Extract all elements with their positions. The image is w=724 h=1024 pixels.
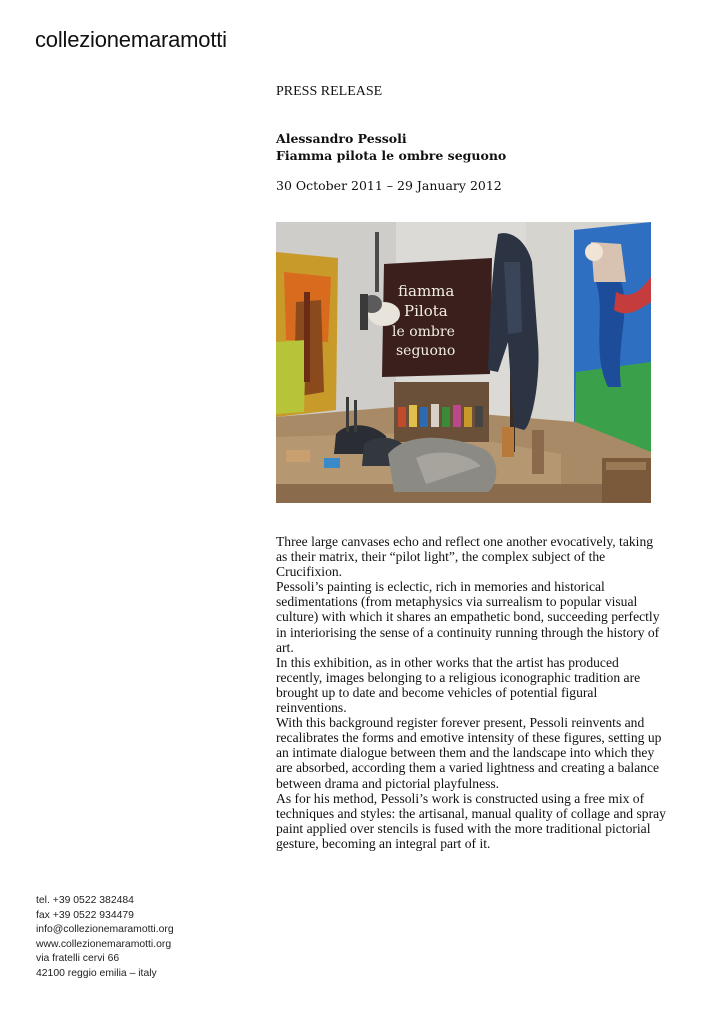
body-paragraph: With this background register forever present, Pessoli reinvents and recalibrates the forms and emotive intensity of these figures, setting up an intimate dialogue between them and the landscape into which they are absorbed, according them a varied lightness and creating a balance between drama and pictorial playfulness. (276, 715, 662, 791)
collezione-maramotti-logo (35, 27, 227, 53)
sign-line-3: le ombre (392, 324, 455, 340)
exhibition-title: Fiamma pilota le ombre seguono (276, 148, 507, 163)
left-painting (276, 252, 338, 417)
exhibition-dates: 30 October 2011 – 29 January 2012 (276, 178, 502, 193)
body-paragraph: In this exhibition, as in other works that the artist has produced recently, images belonging to a religious iconographic tradition are brought up to date and become vehicles of potential figural reinventions. (276, 654, 641, 716)
contact-city: 42100 reggio emilia – italy (36, 967, 157, 979)
contact-fax: fax +39 0522 934479 (36, 909, 134, 921)
contact-website[interactable]: www.collezionemaramotti.org (36, 938, 172, 950)
studio-photo-illustration (276, 222, 651, 503)
contact-block (36, 894, 174, 982)
body-paragraph: Three large canvases echo and reflect one another evocatively, taking as their matrix, their “pilot light”, the complex subject of the Crucifixion. (276, 534, 654, 580)
contact-tel: tel. +39 0522 382484 (36, 895, 134, 906)
artist-name: Alessandro Pessoli (276, 131, 407, 146)
contact-email[interactable]: info@collezionemaramotti.org (36, 924, 174, 936)
body-paragraph: Pessoli’s painting is eclectic, rich in memories and historical sedimentations (from metaphysics via surrealism to popular visual culture) with which it shares an empathetic bond, succeeding perfectly in interiorising the sense of a continuity running through the history of art. (276, 579, 660, 655)
right-painting (574, 222, 651, 454)
sign-line-2: Pilota (404, 302, 448, 320)
body-paragraph: As for his method, Pessoli’s work is constructed using a free mix of techniques and styles: the artisanal, manual quality of collage and spray paint applied over stencils is fused with the more traditional pictorial gesture, becoming an integral part of it. (276, 790, 666, 851)
sign-line-4: seguono (396, 343, 456, 359)
sign-line-1: fiamma (398, 282, 455, 300)
logo-text: collezionemaramotti (35, 27, 227, 52)
studio-photograph (276, 222, 651, 503)
press-release-heading: PRESS RELEASE (276, 84, 383, 99)
contact-street: via fratelli cervi 66 (36, 953, 120, 965)
press-release-body (276, 534, 666, 851)
